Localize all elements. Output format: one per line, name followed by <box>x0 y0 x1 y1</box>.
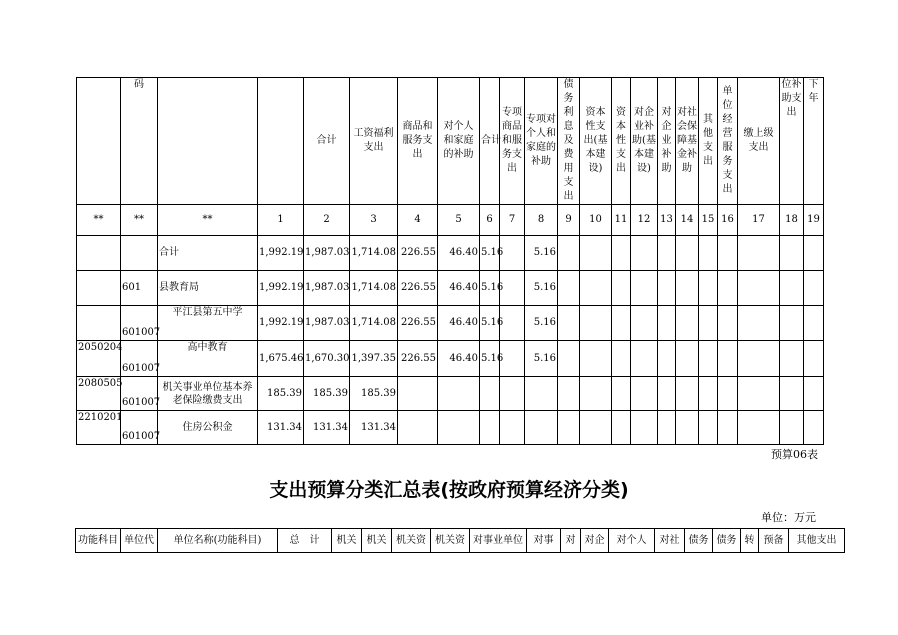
empty-cell <box>558 306 580 341</box>
header-row <box>76 529 845 553</box>
header-col-10: 资本性支出(基本建设) <box>580 78 612 205</box>
empty-cell <box>780 411 804 445</box>
subject-code <box>77 236 121 271</box>
empty-cell <box>738 306 780 341</box>
index-cell: 9 <box>558 205 580 236</box>
header-cell: 对企 <box>581 529 609 553</box>
empty-cell <box>658 271 676 306</box>
expenditure-summary-table <box>75 528 845 553</box>
table-row <box>77 377 824 411</box>
empty-cell <box>699 306 718 341</box>
unit-label: 单位：万元 <box>761 511 816 524</box>
total-value: 131.34 <box>258 411 304 445</box>
unit-name: 高中教育 <box>158 341 258 377</box>
empty-cell <box>780 377 804 411</box>
index-cell: 6 <box>480 205 500 236</box>
empty-cell <box>738 341 780 377</box>
project-household-value: 5.16 <box>525 306 558 341</box>
index-cell: 11 <box>612 205 631 236</box>
empty-cell <box>718 306 738 341</box>
total-value: 1,992.19 <box>258 236 304 271</box>
unit-code: 601 <box>121 271 158 306</box>
subject-code: 2210201 <box>77 411 121 445</box>
empty-cell <box>612 411 631 445</box>
header-name <box>158 78 258 205</box>
header-col-19: 下年 <box>804 78 824 205</box>
household-subsidy-value: 46.40 <box>438 271 480 306</box>
basic-total-value: 1,670.30 <box>304 341 350 377</box>
header-total <box>258 78 304 205</box>
header-cell: 对事业单位 <box>470 529 527 553</box>
header-cell: 债务 <box>685 529 713 553</box>
subject-code <box>77 271 121 306</box>
header-col-6: 合计 <box>480 78 500 205</box>
empty-cell <box>658 377 676 411</box>
index-cell: 14 <box>676 205 699 236</box>
header-col-14: 对社会保障基金补助 <box>676 78 699 205</box>
empty-cell <box>500 341 525 377</box>
empty-cell <box>738 377 780 411</box>
empty-cell <box>780 306 804 341</box>
header-code: 码 <box>121 78 158 205</box>
empty-cell <box>658 341 676 377</box>
salary-value: 1,714.08 <box>350 271 398 306</box>
header-col-3: 工资福利支出 <box>350 78 398 205</box>
empty-cell <box>804 377 824 411</box>
column-index-row <box>77 205 824 236</box>
table-row <box>77 411 824 445</box>
salary-value: 131.34 <box>350 411 398 445</box>
unit-name: 县教育局 <box>158 271 258 306</box>
empty-cell <box>500 271 525 306</box>
empty-cell <box>612 271 631 306</box>
empty-cell <box>804 411 824 445</box>
header-cell: 机关 <box>332 529 362 553</box>
header-col-13: 对企业补助 <box>658 78 676 205</box>
empty-cell <box>612 236 631 271</box>
empty-cell <box>676 411 699 445</box>
header-cell: 债务 <box>713 529 741 553</box>
household-subsidy-value: 46.40 <box>438 236 480 271</box>
empty-cell <box>500 306 525 341</box>
empty-cell <box>699 271 718 306</box>
unit-code: 601007 <box>121 411 158 445</box>
empty-cell <box>658 306 676 341</box>
header-cell: 对个人 <box>609 529 655 553</box>
empty-cell <box>631 411 658 445</box>
empty-cell <box>658 236 676 271</box>
header-col-16: 单位经营服务支出 <box>718 78 738 205</box>
total-value: 1,992.19 <box>258 271 304 306</box>
empty-cell <box>558 341 580 377</box>
salary-value: 1,714.08 <box>350 236 398 271</box>
empty-cell <box>612 306 631 341</box>
project-total-value: 5.16 <box>480 341 500 377</box>
form-number: 预算06表 <box>771 448 818 461</box>
header-unit-code: 单位代 <box>121 529 158 553</box>
empty-cell <box>718 236 738 271</box>
empty-cell <box>699 236 718 271</box>
header-col-2: 合计 <box>304 78 350 205</box>
index-cell: 16 <box>718 205 738 236</box>
empty-cell <box>558 236 580 271</box>
index-cell: 10 <box>580 205 612 236</box>
unit-name: 合计 <box>158 236 258 271</box>
index-cell: 12 <box>631 205 658 236</box>
project-household-value: 5.16 <box>525 236 558 271</box>
header-col-15: 其他支出 <box>699 78 718 205</box>
project-total-value: 5.16 <box>480 306 500 341</box>
index-cell: ** <box>121 205 158 236</box>
unit-name: 住房公积金 <box>158 411 258 445</box>
empty-cell <box>500 236 525 271</box>
household-subsidy-value <box>438 377 480 411</box>
empty-cell <box>718 377 738 411</box>
basic-total-value: 131.34 <box>304 411 350 445</box>
empty-cell <box>738 411 780 445</box>
empty-cell <box>631 306 658 341</box>
empty-cell <box>580 306 612 341</box>
expenditure-table-continued <box>76 77 824 445</box>
household-subsidy-value: 46.40 <box>438 306 480 341</box>
index-cell: ** <box>77 205 121 236</box>
header-subject <box>77 78 121 205</box>
empty-cell <box>558 377 580 411</box>
goods-services-value: 226.55 <box>398 341 438 377</box>
page-title: 支出预算分类汇总表(按政府预算经济分类) <box>269 479 629 501</box>
basic-total-value: 1,987.03 <box>304 271 350 306</box>
basic-total-value: 1,987.03 <box>304 306 350 341</box>
header-col-5: 对个人和家庭的补助 <box>438 78 480 205</box>
empty-cell <box>804 271 824 306</box>
unit-code: 601007 <box>121 377 158 411</box>
empty-cell <box>804 306 824 341</box>
header-col-7: 专项商品和服务支出 <box>500 78 525 205</box>
empty-cell <box>580 236 612 271</box>
goods-services-value: 226.55 <box>398 271 438 306</box>
unit-name: 机关事业单位基本养老保险缴费支出 <box>158 377 258 411</box>
empty-cell <box>676 306 699 341</box>
table-row <box>77 236 824 271</box>
index-cell: 3 <box>350 205 398 236</box>
empty-cell <box>780 341 804 377</box>
basic-total-value: 185.39 <box>304 377 350 411</box>
header-col-18: 位补助支出 <box>780 78 804 205</box>
household-subsidy-value: 46.40 <box>438 341 480 377</box>
goods-services-value <box>398 377 438 411</box>
empty-cell <box>738 271 780 306</box>
empty-cell <box>631 341 658 377</box>
header-col-4: 商品和服务支出 <box>398 78 438 205</box>
empty-cell <box>718 411 738 445</box>
index-cell: 15 <box>699 205 718 236</box>
empty-cell <box>780 271 804 306</box>
project-household-value: 5.16 <box>525 271 558 306</box>
project-household-value: 5.16 <box>525 341 558 377</box>
index-cell: 18 <box>780 205 804 236</box>
empty-cell <box>580 341 612 377</box>
empty-cell <box>631 236 658 271</box>
goods-services-value: 226.55 <box>398 306 438 341</box>
index-cell: 1 <box>258 205 304 236</box>
table-row <box>77 271 824 306</box>
empty-cell <box>631 377 658 411</box>
table-row <box>77 341 824 377</box>
empty-cell <box>500 377 525 411</box>
empty-cell <box>699 411 718 445</box>
index-cell: 7 <box>500 205 525 236</box>
header-cell: 转 <box>741 529 759 553</box>
subject-code: 2080505 <box>77 377 121 411</box>
salary-value: 1,397.35 <box>350 341 398 377</box>
index-cell: 5 <box>438 205 480 236</box>
total-value: 1,675.46 <box>258 341 304 377</box>
empty-cell <box>558 271 580 306</box>
empty-cell <box>699 341 718 377</box>
header-col-12: 对企业补助(基本建设) <box>631 78 658 205</box>
header-unit-name: 单位名称(功能科目) <box>158 529 278 553</box>
project-total-value: 5.16 <box>480 271 500 306</box>
header-row <box>77 78 824 205</box>
goods-services-value: 226.55 <box>398 236 438 271</box>
project-total-value: 5.16 <box>480 236 500 271</box>
empty-cell <box>558 411 580 445</box>
empty-cell <box>676 236 699 271</box>
header-other: 其他支出 <box>789 529 845 553</box>
header-cell: 对 <box>561 529 581 553</box>
unit-code: 601007 <box>121 341 158 377</box>
index-cell: ** <box>158 205 258 236</box>
project-household-value <box>525 411 558 445</box>
header-cell: 机关资 <box>392 529 431 553</box>
header-cell: 对事 <box>527 529 561 553</box>
table-row <box>77 306 824 341</box>
empty-cell <box>804 236 824 271</box>
index-cell: 2 <box>304 205 350 236</box>
empty-cell <box>580 411 612 445</box>
index-cell: 8 <box>525 205 558 236</box>
empty-cell <box>676 341 699 377</box>
empty-cell <box>718 271 738 306</box>
header-col-9: 债务利息及费用支出 <box>558 78 580 205</box>
empty-cell <box>738 236 780 271</box>
header-col-17: 缴上级支出 <box>738 78 780 205</box>
empty-cell <box>631 271 658 306</box>
header-col-8: 专项对个人和家庭的补助 <box>525 78 558 205</box>
header-function-subject: 功能科目 <box>76 529 121 553</box>
empty-cell <box>612 377 631 411</box>
empty-cell <box>699 377 718 411</box>
header-col-11: 资本性支出 <box>612 78 631 205</box>
unit-code: 601007 <box>121 306 158 341</box>
index-cell: 4 <box>398 205 438 236</box>
total-value: 1,992.19 <box>258 306 304 341</box>
household-subsidy-value <box>438 411 480 445</box>
project-total-value <box>480 411 500 445</box>
header-cell: 机关 <box>362 529 392 553</box>
empty-cell <box>658 411 676 445</box>
header-total: 总 计 <box>278 529 332 553</box>
empty-cell <box>676 377 699 411</box>
salary-value: 185.39 <box>350 377 398 411</box>
index-cell: 19 <box>804 205 824 236</box>
basic-total-value: 1,987.03 <box>304 236 350 271</box>
empty-cell <box>718 341 738 377</box>
total-value: 185.39 <box>258 377 304 411</box>
unit-code <box>121 236 158 271</box>
project-total-value <box>480 377 500 411</box>
empty-cell <box>580 271 612 306</box>
unit-name: 平江县第五中学 <box>158 306 258 341</box>
index-cell: 17 <box>738 205 780 236</box>
header-cell: 机关资 <box>431 529 470 553</box>
subject-code: 2050204 <box>77 341 121 377</box>
empty-cell <box>676 271 699 306</box>
subject-code <box>77 306 121 341</box>
goods-services-value <box>398 411 438 445</box>
index-cell: 13 <box>658 205 676 236</box>
empty-cell <box>612 341 631 377</box>
empty-cell <box>780 236 804 271</box>
empty-cell <box>500 411 525 445</box>
project-household-value <box>525 377 558 411</box>
salary-value: 1,714.08 <box>350 306 398 341</box>
header-cell: 对社 <box>655 529 685 553</box>
header-cell: 预备 <box>759 529 789 553</box>
empty-cell <box>580 377 612 411</box>
empty-cell <box>804 341 824 377</box>
